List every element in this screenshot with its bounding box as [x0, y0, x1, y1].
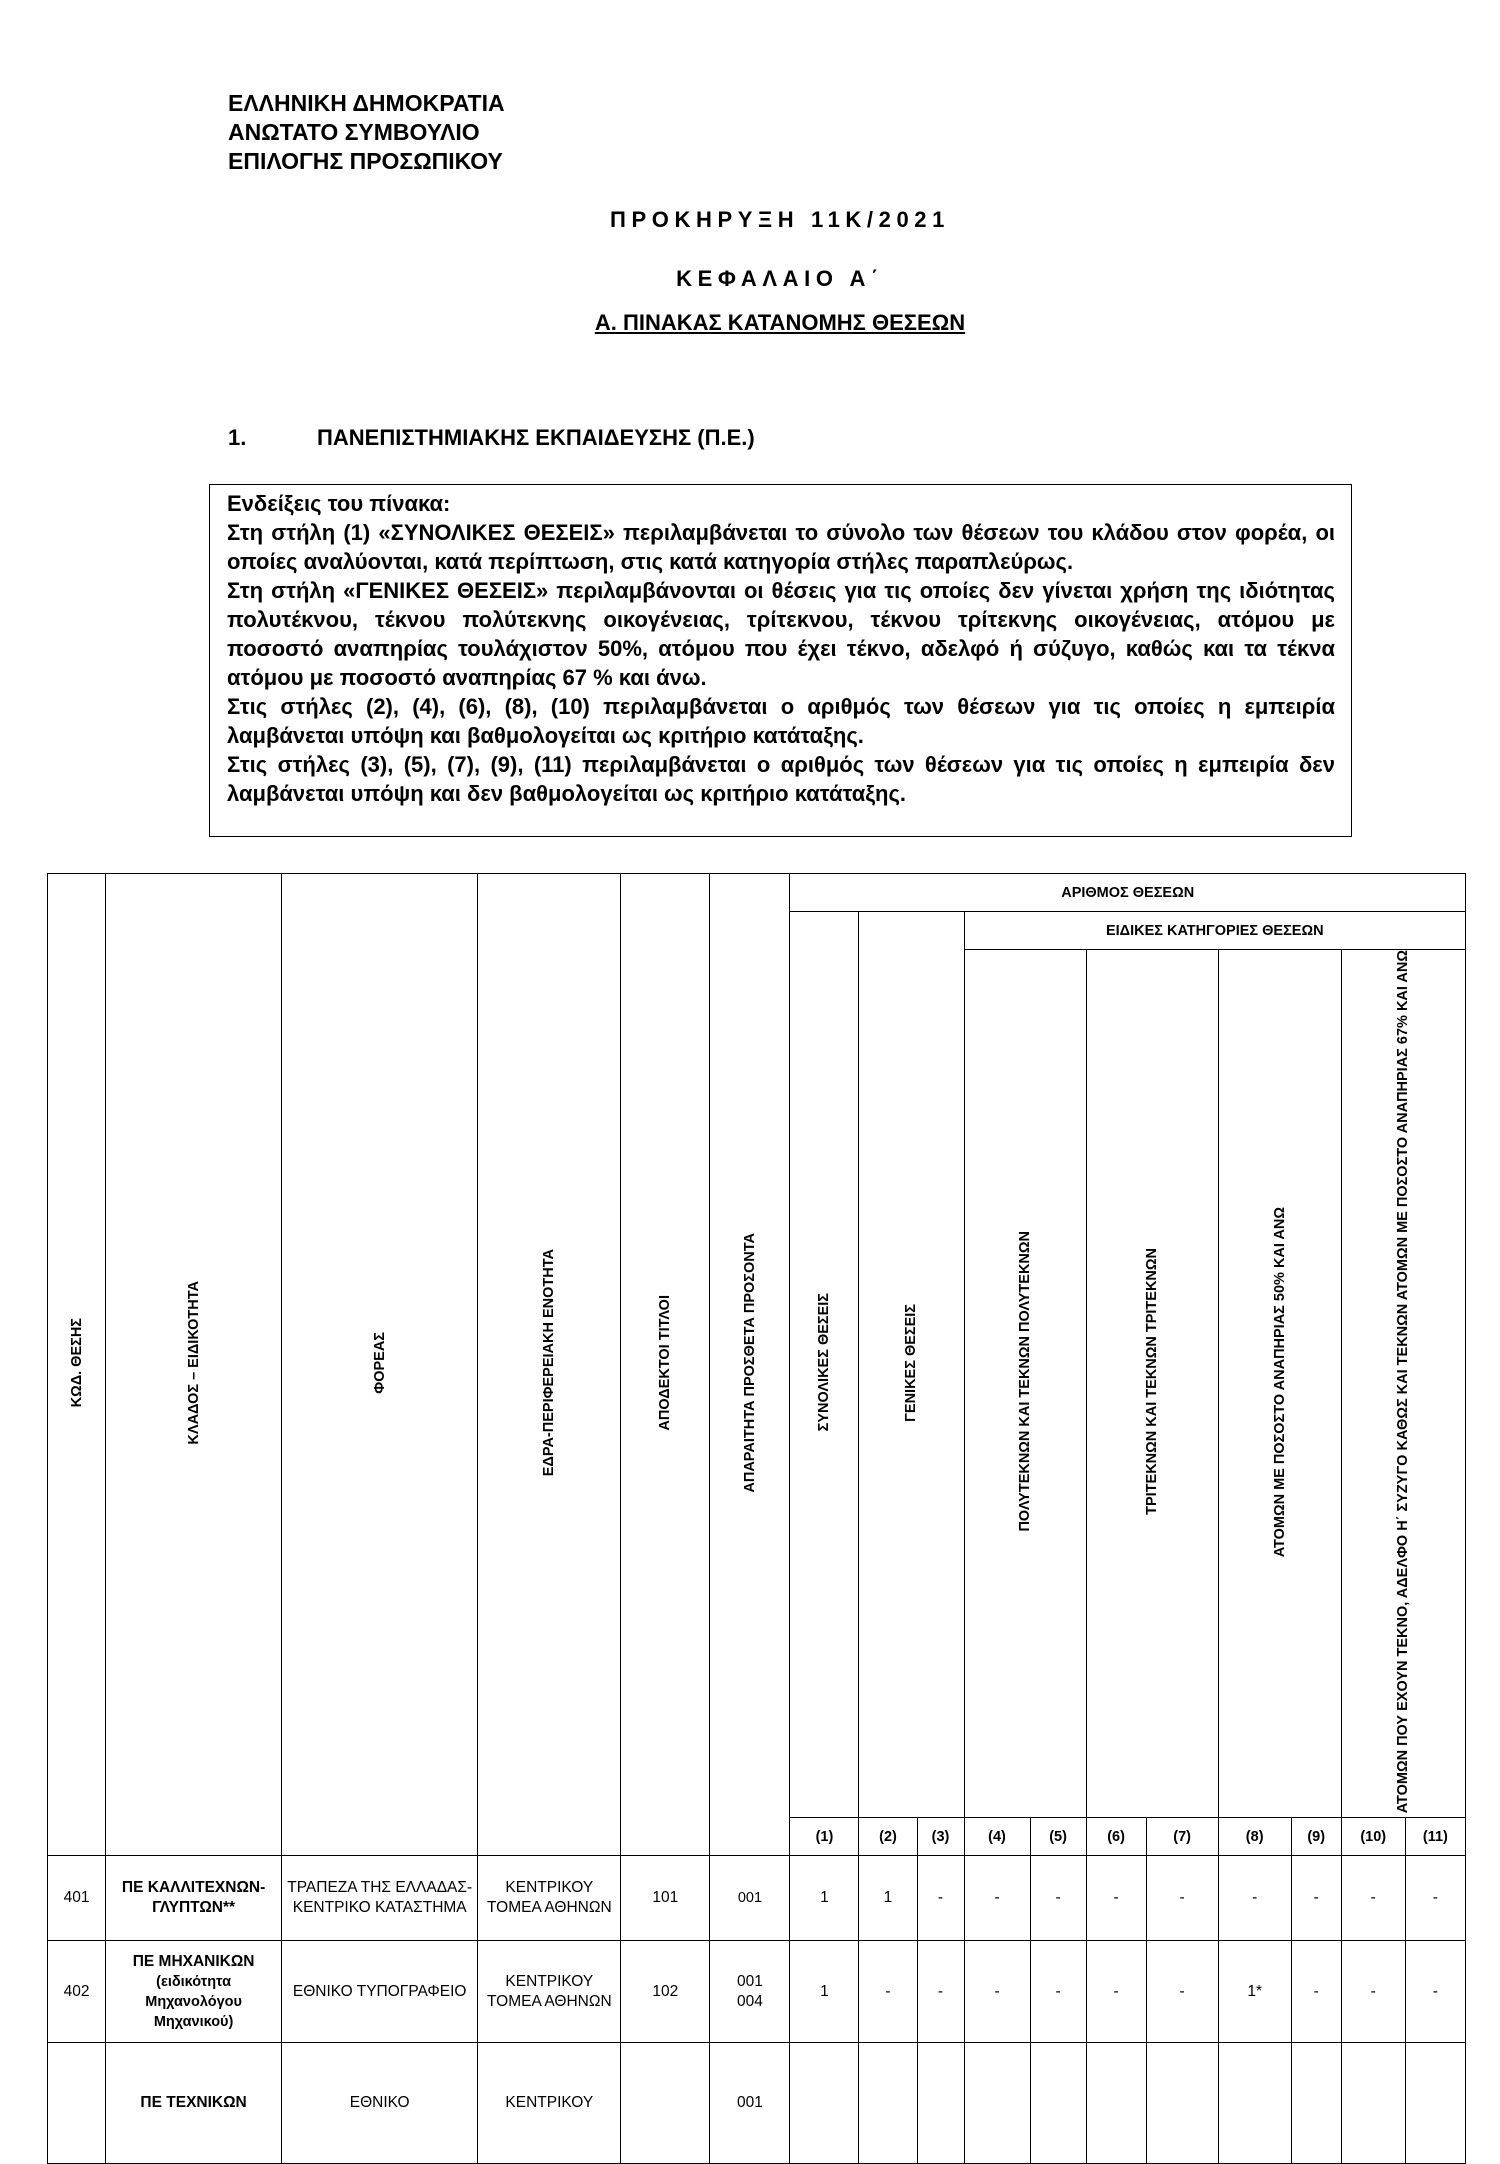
cell-klados-sub: (ειδικότητα Μηχανολόγου Μηχανικού) [145, 1973, 242, 2030]
col-num: (3) [917, 1818, 964, 1856]
header-foreas: ΦΟΡΕΑΣ [282, 874, 478, 1856]
legend-box [209, 484, 1352, 837]
legend-paragraph-4: Στις στήλες (3), (5), (7), (9), (11) περιλαμβάνεται ο αριθμός των θέσεων για τις οποίες η εμπειρία δεν λαμβάνεται υπόψη και δεν βαθμολογείται ως κριτήριο κατάταξης. [227, 752, 1335, 806]
header-anapiria: ΑΤΟΜΩΝ ΜΕ ΠΟΣΟΣΤΟ ΑΝΑΠΗΡΙΑΣ 50% ΚΑΙ ΑΝΩ [1218, 950, 1341, 1818]
cell-edra: ΚΕΝΤΡΙΚΟΥ ΤΟΜΕΑ ΑΘΗΝΩΝ [478, 1941, 621, 2043]
cell-count [1341, 2043, 1405, 2164]
cell-count: 1 [859, 1856, 917, 1941]
cell-klados: ΠΕ ΚΑΛΛΙΤΕΧΝΩΝ-ΓΛΥΠΤΩΝ** [106, 1856, 282, 1941]
legend-heading: Ενδείξεις του πίνακα: [227, 491, 451, 516]
col-num: (7) [1146, 1818, 1218, 1856]
cell-klados: ΠΕ ΤΕΧΝΙΚΩΝ [106, 2043, 282, 2164]
section-heading [228, 425, 755, 451]
cell-count: - [917, 1856, 964, 1941]
cell-count: - [964, 1856, 1030, 1941]
cell-count: - [859, 1941, 917, 2043]
header-klados: ΚΛΑΔΟΣ – ΕΙΔΙΚΟΤΗΤΑ [106, 874, 282, 1856]
issuer-line-1: ΕΛΛΗΝΙΚΗ ΔΗΜΟΚΡΑΤΙΑ [228, 90, 505, 116]
cell-foreas: ΕΘΝΙΚΟ ΤΥΠΟΓΡΑΦΕΙΟ [282, 1941, 478, 2043]
table-title: Α. ΠΙΝΑΚΑΣ ΚΑΤΑΝΟΜΗΣ ΘΕΣΕΩΝ [594, 310, 966, 335]
col-num: (10) [1341, 1818, 1405, 1856]
cell-foreas: ΕΘΝΙΚΟ [282, 2043, 478, 2164]
cell-count: 1 [790, 1941, 859, 2043]
col-num: (2) [859, 1818, 917, 1856]
issuer-header [228, 89, 505, 176]
cell-titloi: 101 [621, 1856, 710, 1941]
cell-count: - [917, 1941, 964, 2043]
cell-count: - [1341, 1941, 1405, 2043]
cell-kod: 401 [48, 1856, 106, 1941]
header-arithmos-theseon: ΑΡΙΘΜΟΣ ΘΕΣΕΩΝ [790, 874, 1466, 912]
table-row [48, 2043, 1466, 2164]
header-polyteknon: ΠΟΛΥΤΕΚΝΩΝ ΚΑΙ ΤΕΚΝΩΝ ΠΟΛΥΤΕΚΝΩΝ [964, 950, 1086, 1818]
header-eidikes: ΕΙΔΙΚΕΣ ΚΑΤΗΓΟΡΙΕΣ ΘΕΣΕΩΝ [964, 912, 1465, 950]
cell-count: - [1291, 1941, 1341, 2043]
cell-edra: ΚΕΝΤΡΙΚΟΥ ΤΟΜΕΑ ΑΘΗΝΩΝ [478, 1856, 621, 1941]
cell-count: 1 [790, 1856, 859, 1941]
header-triteknon: ΤΡΙΤΕΚΝΩΝ ΚΑΙ ΤΕΚΝΩΝ ΤΡΙΤΕΚΝΩΝ [1086, 950, 1218, 1818]
cell-titloi [621, 2043, 710, 2164]
header-teknon: ΑΤΟΜΩΝ ΠΟΥ ΕΧΟΥΝ ΤΕΚΝΟ, ΑΔΕΛΦΟ Η΄ ΣΥΖΥΓΟ ΚΑΘΩΣ ΚΑΙ ΤΕΚΝΩΝ ΑΤΟΜΩΝ ΜΕ ΠΟΣΟΣΤΟ ΑΝΑΠΗΡΙΑΣ 67% ΚΑΙ ΑΝΩ [1341, 950, 1465, 1818]
col-num: (4) [964, 1818, 1030, 1856]
col-num: (6) [1086, 1818, 1146, 1856]
header-prosonta: ΑΠΑΡΑΙΤΗΤΑ ΠΡΟΣΘΕΤΑ ΠΡΟΣΟΝΤΑ [710, 874, 790, 1856]
cell-count: - [964, 1941, 1030, 2043]
cell-count [1405, 2043, 1465, 2164]
issuer-line-3: ΕΠΙΛΟΓΗΣ ΠΡΟΣΩΠΙΚΟΥ [228, 148, 503, 174]
section-number: 1. [228, 425, 247, 450]
cell-count: - [1030, 1941, 1086, 2043]
cell-count: 1* [1218, 1941, 1291, 2043]
cell-kod [48, 2043, 106, 2164]
col-num: (8) [1218, 1818, 1291, 1856]
cell-count [917, 2043, 964, 2164]
cell-count: - [1086, 1856, 1146, 1941]
cell-titloi: 102 [621, 1941, 710, 2043]
col-num: (5) [1030, 1818, 1086, 1856]
cell-prosonta: 001 [710, 2043, 790, 2164]
table-row [48, 1941, 1466, 2043]
legend-paragraph-1: Στη στήλη (1) «ΣΥΝΟΛΙΚΕΣ ΘΕΣΕΙΣ» περιλαμβάνεται το σύνολο των θέσεων του κλάδου στον φορέα, οι οποίες αναλύονται, κατά περίπτωση, στις κατά κατηγορία στήλες παραπλεύρως. [227, 520, 1335, 574]
cell-count: - [1405, 1941, 1465, 2043]
cell-klados-main: ΠΕ ΜΗΧΑΝΙΚΩΝ [132, 1952, 255, 1970]
table-row [48, 1856, 1466, 1941]
cell-count [964, 2043, 1030, 2164]
header-synolikes: ΣΥΝΟΛΙΚΕΣ ΘΕΣΕΙΣ [790, 912, 859, 1818]
cell-foreas: ΤΡΑΠΕΖΑ ΤΗΣ ΕΛΛΑΔΑΣ-ΚΕΝΤΡΙΚΟ ΚΑΤΑΣΤΗΜΑ [282, 1856, 478, 1941]
cell-count: - [1146, 1941, 1218, 2043]
col-num: (11) [1405, 1818, 1465, 1856]
cell-count: - [1146, 1856, 1218, 1941]
cell-count: - [1030, 1856, 1086, 1941]
legend-paragraph-2: Στη στήλη «ΓΕΝΙΚΕΣ ΘΕΣΕΙΣ» περιλαμβάνονται οι θέσεις για τις οποίες δεν γίνεται χρήση της ιδιότητας πολυτέκνου, τέκνου πολύτεκνης οικογένειας, τρίτεκνου, τέκνου τρίτεκνης οικογένειας, ατόμου με ποσοστό αναπηρίας τουλάχιστον 50%, ατόμου που έχει τέκνο, αδελφό ή σύζυγο, καθώς και τα τέκνα ατόμου με ποσοστό αναπηρίας 67 % και άνω. [227, 578, 1335, 690]
cell-count: - [1086, 1941, 1146, 2043]
cell-kod: 402 [48, 1941, 106, 2043]
cell-klados [106, 1941, 282, 2043]
col-num: (9) [1291, 1818, 1341, 1856]
cell-count [1086, 2043, 1146, 2164]
cell-count [1218, 2043, 1291, 2164]
chapter-title: ΚΕΦΑΛΑΙΟ Α΄ [676, 266, 884, 291]
cell-count: - [1405, 1856, 1465, 1941]
header-titloi: ΑΠΟΔΕΚΤΟΙ ΤΙΤΛΟΙ [621, 874, 710, 1856]
cell-count [1291, 2043, 1341, 2164]
section-label: ΠΑΝΕΠΙΣΤΗΜΙΑΚΗΣ ΕΚΠΑΙΔΕΥΣΗΣ (Π.Ε.) [317, 425, 755, 450]
cell-count [1030, 2043, 1086, 2164]
positions-table [47, 873, 1466, 2164]
cell-count: - [1218, 1856, 1291, 1941]
issuer-line-2: ΑΝΩΤΑΤΟ ΣΥΜΒΟΥΛΙΟ [228, 119, 480, 145]
cell-edra: ΚΕΝΤΡΙΚΟΥ [478, 2043, 621, 2164]
cell-count: - [1291, 1856, 1341, 1941]
cell-prosonta: 001 004 [710, 1941, 790, 2043]
cell-count [859, 2043, 917, 2164]
cell-count [790, 2043, 859, 2164]
proclamation-title: ΠΡΟΚΗΡΥΞΗ 11Κ/2021 [610, 207, 950, 232]
col-num: (1) [790, 1818, 859, 1856]
cell-prosonta: 001 [710, 1856, 790, 1941]
cell-count [1146, 2043, 1218, 2164]
header-edra: ΕΔΡΑ-ΠΕΡΙΦΕΡΕΙΑΚΗ ΕΝΟΤΗΤΑ [478, 874, 621, 1856]
legend-paragraph-3: Στις στήλες (2), (4), (6), (8), (10) περιλαμβάνεται ο αριθμός των θέσεων για τις οποίες η εμπειρία λαμβάνεται υπόψη και βαθμολογείται ως κριτήριο κατάταξης. [227, 694, 1335, 748]
cell-count: - [1341, 1856, 1405, 1941]
header-kod: ΚΩΔ. ΘΕΣΗΣ [48, 874, 106, 1856]
header-genikes: ΓΕΝΙΚΕΣ ΘΕΣΕΙΣ [859, 912, 964, 1818]
